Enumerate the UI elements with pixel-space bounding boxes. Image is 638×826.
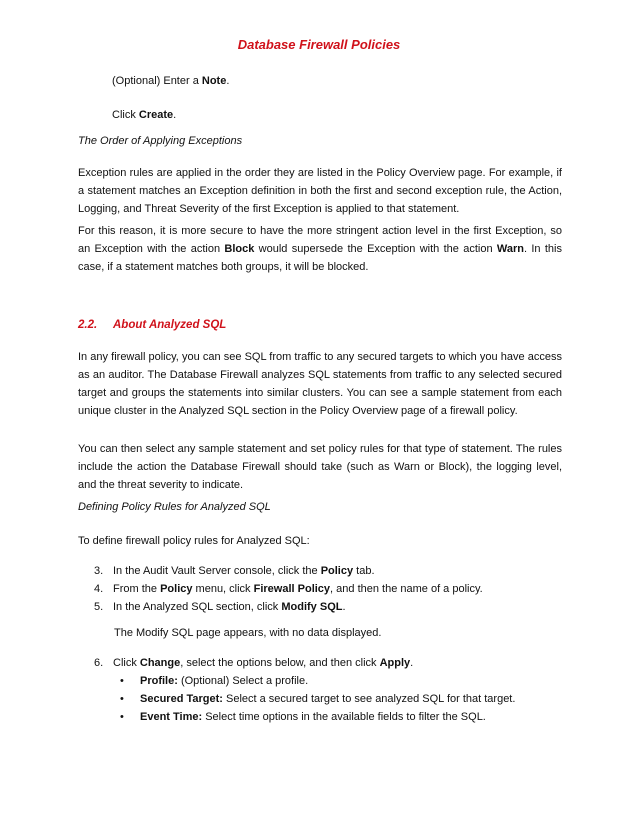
list-item (94, 598, 578, 616)
text: Click (113, 657, 140, 669)
text: . (173, 109, 177, 121)
text: . (342, 601, 346, 613)
step-number: 4. (94, 583, 104, 595)
bullet-list (118, 672, 558, 726)
bullet-text: (Optional) Select a profile. (177, 675, 309, 687)
text: . (410, 657, 414, 669)
text: , select the options below, and then click (180, 657, 380, 669)
text: . (226, 75, 230, 87)
bullet-text: Select time options in the available fields to filter the SQL. (202, 711, 486, 723)
list-item (118, 708, 558, 726)
bold-text: Warn (496, 243, 524, 255)
bullet-icon: • (120, 675, 124, 687)
paragraph-select-statement: You can then select any sample statement and set policy rules for that type of statement. The rules include the action the Database Firewall should take (such as Warn or Block), the logging level, and the threat severity to indicate. (78, 443, 562, 491)
list-item (118, 690, 558, 708)
bullet-label: Event Time: (140, 711, 203, 723)
list-item (94, 562, 578, 580)
bullet-icon: • (120, 693, 124, 705)
section-heading (78, 316, 226, 334)
list-item (118, 672, 558, 690)
text: Click (112, 109, 139, 121)
bullet-label: Profile: (140, 675, 178, 687)
text: tab. (353, 565, 375, 577)
bold-text: Note (201, 75, 227, 87)
text: (Optional) Enter a (112, 75, 202, 87)
text: From the (113, 583, 161, 595)
step-number: 6. (94, 657, 104, 669)
step-number: 3. (94, 565, 104, 577)
bullet-icon: • (120, 711, 124, 723)
text: would supersede the Exception with the action (254, 243, 497, 255)
text: In the Audit Vault Server console, click the (113, 565, 321, 577)
bold-text: Modify SQL (281, 601, 343, 613)
bullet-label: Secured Target: (140, 693, 223, 705)
modify-note: The Modify SQL page appears, with no data displayed. (114, 627, 382, 639)
optional-note-line (112, 72, 596, 90)
list-item (94, 580, 578, 598)
bold-text: Policy (160, 583, 193, 595)
bold-text: Policy (320, 565, 354, 577)
step-6 (94, 654, 578, 672)
paragraph-stringent (78, 222, 562, 276)
paragraph-order: Exception rules are applied in the order they are listed in the Policy Overview page. For example, if a statement matches an Exception definition in both the first and second exception rule, the Action, Logging, and Threat Severity of the first Exception is applied to that statement. (78, 167, 562, 215)
text: For this reason, it is more secure to have the more stringent action level in the first Exception, so an Exception with the action (78, 225, 562, 255)
intro-line: To define firewall policy rules for Analyzed SQL: (78, 535, 310, 547)
page-title: Database Firewall Policies (237, 37, 401, 52)
defining-heading: Defining Policy Rules for Analyzed SQL (78, 501, 271, 513)
bold-text: Change (139, 657, 181, 669)
bold-text: Create (138, 109, 174, 121)
section-title: About Analyzed SQL (113, 319, 227, 331)
text: In the Analyzed SQL section, click (113, 601, 282, 613)
bold-text: Block (224, 243, 255, 255)
section-number: 2.2. (78, 319, 98, 331)
paragraph-analyzed-sql: In any firewall policy, you can see SQL from traffic to any secured targets to which you have access as an auditor. The Database Firewall analyzes SQL statements from traffic to any selected secured target and groups the statements into similar clusters. You can see a sample statement from each unique cluster in the Analyzed SQL section in the Policy Overview page of a firewall policy. (78, 351, 562, 417)
bullet-text: Select a secured target to see analyzed SQL for that target. (222, 693, 516, 705)
bold-text: Firewall Policy (253, 583, 331, 595)
click-create-line (112, 106, 596, 124)
text: , and then the name of a policy. (330, 583, 483, 595)
step-number: 5. (94, 601, 104, 613)
text: menu, click (192, 583, 254, 595)
steps-list (94, 562, 578, 616)
bold-text: Apply (379, 657, 411, 669)
order-heading: The Order of Applying Exceptions (78, 135, 243, 147)
text: . In this case, if a statement matches both groups, it will be blocked. (78, 243, 562, 273)
